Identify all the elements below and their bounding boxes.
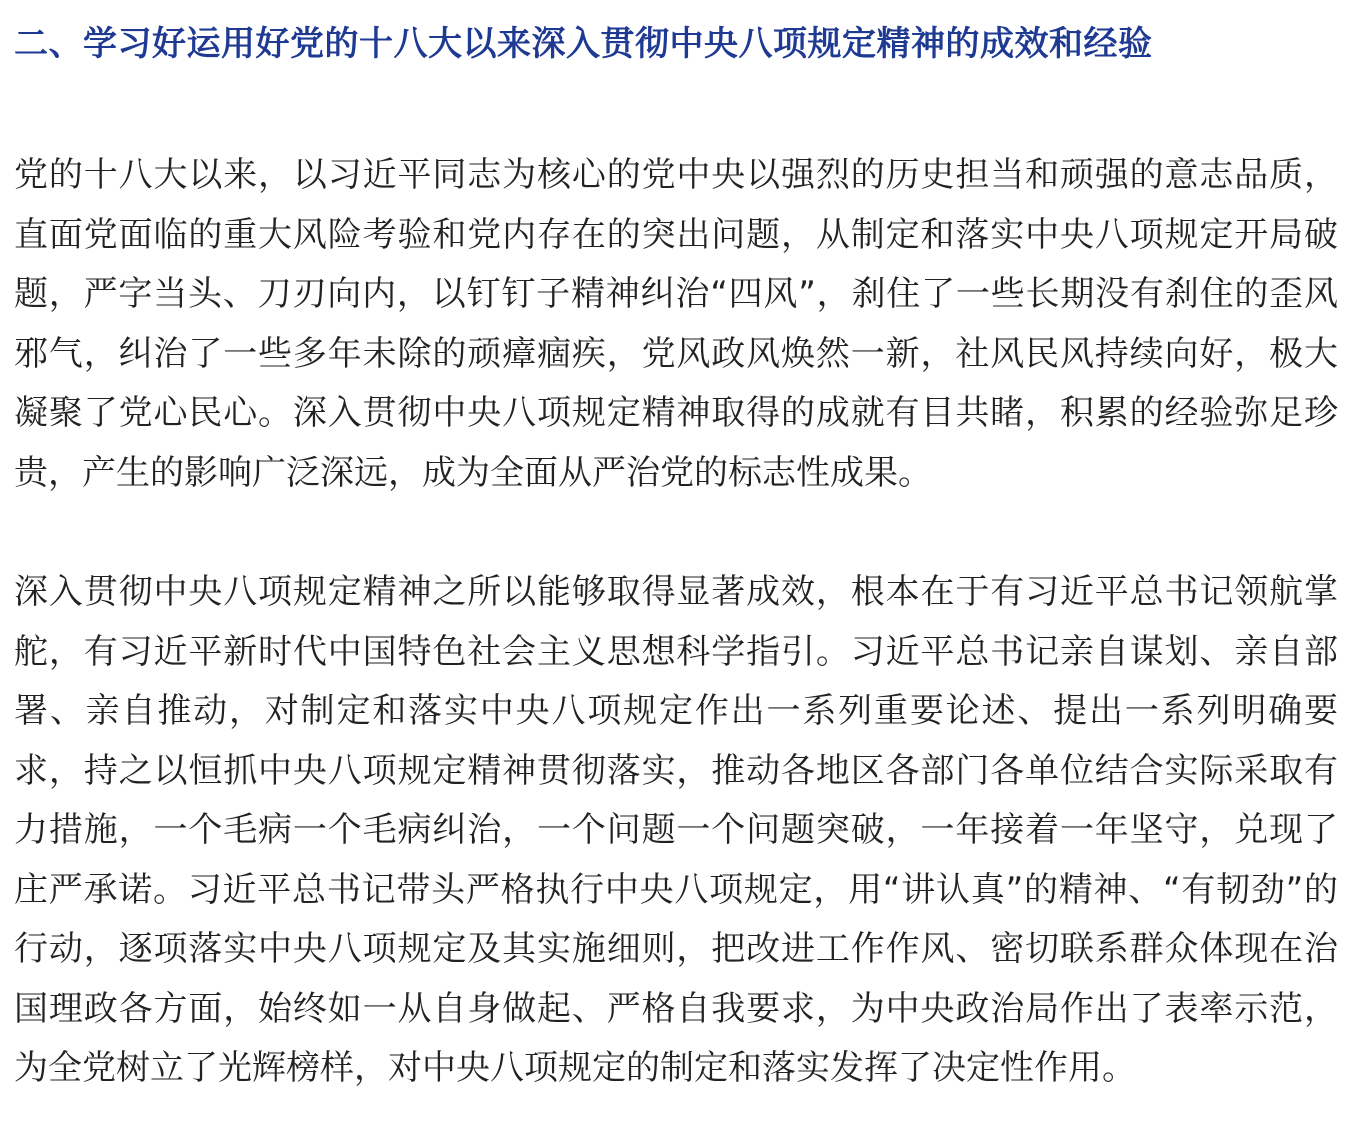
article-paragraph-2: 深入贯彻中央八项规定精神之所以能够取得显著成效，根本在于有习近平总书记领航掌舵，有习近平新时代中国特色社会主义思想科学指引。习近平总书记亲自谋划、亲自部署、亲自推动，对制定和落实中央八项规定作出一系列重要论述、提出一系列明确要求，持之以恒抓中央八项规定精神贯彻落实，推动各地区各部门各单位结合实际采取有力措施，一个毛病一个毛病纠治，一个问题一个问题突破，一年接着一年坚守，兑现了庄严承诺。习近平总书记带头严格执行中央八项规定，用“讲认真”的精神、“有韧劲”的行动，逐项落实中央八项规定及其实施细则，把改进工作作风、密切联系群众体现在治国理政各方面，始终如一从自身做起、严格自我要求，为中央政治局作出了表率示范，为全党树立了光辉榜样，对中央八项规定的制定和落实发挥了决定性作用。 (14, 572, 1338, 1088)
article (14, 0, 1338, 1099)
article-paragraph-1: 党的十八大以来，以习近平同志为核心的党中央以强烈的历史担当和顽强的意志品质，直面党面临的重大风险考验和党内存在的突出问题，从制定和落实中央八项规定开局破题，严字当头、刀刃向内，以钉钉子精神纠治“四风”，刹住了一些长期没有刹住的歪风邪气，纠治了一些多年未除的顽瘴痼疾，党风政风焕然一新，社风民风持续向好，极大凝聚了党心民心。深入贯彻中央八项规定精神取得的成就有目共睹，积累的经验弥足珍贵，产生的影响广泛深远，成为全面从严治党的标志性成果。 (14, 155, 1338, 493)
section-heading: 二、学习好运用好党的十八大以来深入贯彻中央八项规定精神的成效和经验 (14, 24, 1153, 64)
